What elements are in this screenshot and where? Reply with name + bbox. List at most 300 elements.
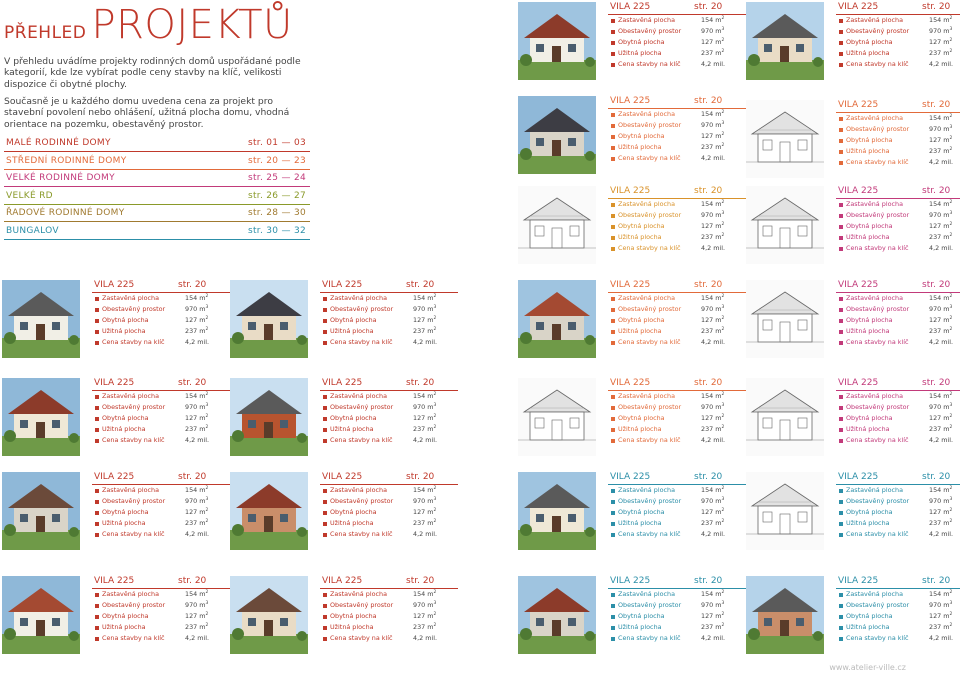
- spec-label: Užitná plocha: [618, 623, 662, 632]
- spec-label: Obestavěný prostor: [330, 601, 394, 610]
- spec-value: 237 $m^2$: [185, 519, 209, 528]
- spec-row: [608, 589, 746, 600]
- bullet-square-icon: [839, 319, 843, 323]
- spec-label: Obytná plocha: [846, 222, 893, 231]
- house-photo[interactable]: [518, 576, 596, 654]
- spec-row: [320, 435, 458, 446]
- project-card[interactable]: [2, 472, 232, 558]
- project-card[interactable]: [518, 186, 748, 272]
- spec-value: 4,2 mil.: [701, 530, 726, 539]
- house-photo[interactable]: [518, 472, 596, 550]
- bullet-square-icon: [839, 615, 843, 619]
- spec-row: [320, 507, 458, 518]
- spec-label: Obestavěný prostor: [330, 305, 394, 314]
- spec-value: 127 $m^2$: [701, 38, 725, 47]
- spec-label: Obestavěný prostor: [846, 601, 910, 610]
- spec-row: [836, 48, 960, 59]
- spec-value: 4,2 mil.: [185, 634, 210, 643]
- project-name[interactable]: VILA 225: [94, 472, 135, 482]
- bullet-square-icon: [839, 428, 843, 432]
- spec-label: Obytná plocha: [846, 508, 893, 517]
- spec-row: [92, 633, 230, 644]
- house-photo[interactable]: [746, 576, 824, 654]
- spec-row: [836, 135, 960, 146]
- house-photo[interactable]: [2, 472, 80, 550]
- bullet-square-icon: [839, 533, 843, 537]
- project-name[interactable]: VILA 225: [838, 100, 879, 110]
- spec-label: Obytná plocha: [846, 136, 893, 145]
- project-name[interactable]: VILA 225: [610, 2, 651, 12]
- spec-value: 237 $m^2$: [701, 233, 725, 242]
- bullet-square-icon: [611, 225, 615, 229]
- bullet-square-icon: [611, 439, 615, 443]
- spec-value: 970 $m^3$: [185, 497, 209, 506]
- project-card[interactable]: [746, 100, 960, 186]
- spec-label: Užitná plocha: [330, 327, 374, 336]
- toc-label: MALÉ RODINNÉ DOMY: [6, 138, 111, 148]
- spec-value: 154 $m^2$: [701, 590, 725, 598]
- spec-label: Užitná plocha: [330, 425, 374, 434]
- spec-value: 970 $m^3$: [929, 403, 953, 412]
- project-name[interactable]: VILA 225: [322, 576, 363, 586]
- project-info: [92, 378, 230, 446]
- spec-value: 4,2 mil.: [929, 244, 954, 253]
- spec-row: [320, 293, 458, 304]
- spec-label: Zastavěná plocha: [846, 16, 903, 24]
- project-info: [608, 378, 746, 446]
- project-card[interactable]: [518, 96, 748, 182]
- toc-pages: str. 28 — 30: [247, 208, 306, 218]
- spec-label: Obytná plocha: [846, 414, 893, 423]
- spec-label: Užitná plocha: [102, 623, 146, 632]
- spec-value: 127 $m^2$: [413, 414, 437, 423]
- spec-label: Cena stavby na klíč: [846, 244, 909, 253]
- project-card[interactable]: [518, 378, 748, 464]
- house-sketch-image[interactable]: [518, 186, 596, 264]
- spec-value: 127 $m^2$: [701, 222, 725, 231]
- project-header: [320, 472, 458, 485]
- bullet-square-icon: [95, 330, 99, 334]
- project-info: [836, 2, 960, 70]
- spec-row: [836, 337, 960, 348]
- house-sketch-image[interactable]: [746, 100, 824, 178]
- toc-row[interactable]: [4, 136, 310, 152]
- bullet-square-icon: [611, 341, 615, 345]
- project-info: [92, 576, 230, 644]
- spec-label: Zastavěná plocha: [330, 590, 387, 598]
- toc-row[interactable]: [4, 189, 310, 205]
- spec-label: Zastavěná plocha: [618, 110, 675, 118]
- project-name[interactable]: VILA 225: [838, 576, 879, 586]
- project-page: str. 20: [922, 2, 951, 12]
- bullet-square-icon: [95, 428, 99, 432]
- spec-value: 127 $m^2$: [929, 136, 953, 145]
- spec-value: 154 $m^2$: [701, 16, 725, 24]
- project-name[interactable]: VILA 225: [838, 472, 879, 482]
- project-card[interactable]: [518, 2, 748, 88]
- project-card[interactable]: [746, 472, 960, 558]
- spec-label: Cena stavby na klíč: [618, 634, 681, 643]
- bullet-square-icon: [611, 489, 615, 493]
- spec-label: Cena stavby na klíč: [618, 60, 681, 69]
- house-photo[interactable]: [230, 576, 308, 654]
- bullet-square-icon: [839, 500, 843, 504]
- spec-row: [92, 529, 230, 540]
- spec-label: Obestavěný prostor: [330, 497, 394, 506]
- spec-label: Zastavěná plocha: [330, 294, 387, 302]
- bullet-square-icon: [323, 297, 327, 301]
- spec-row: [608, 221, 746, 232]
- toc-divider: [4, 221, 310, 222]
- project-info: [608, 280, 746, 348]
- spec-label: Užitná plocha: [618, 327, 662, 336]
- spec-label: Obestavěný prostor: [102, 403, 166, 412]
- bullet-square-icon: [323, 406, 327, 410]
- spec-row: [608, 485, 746, 496]
- project-card[interactable]: [518, 472, 748, 558]
- bullet-square-icon: [95, 637, 99, 641]
- intro-paragraph-1: V přehledu uvádíme projekty rodinných domů uspořádané podle kategorií, kde lze vybírat podle ceny stavby na klíč, velikosti dispozice či obytné plochy.: [4, 56, 301, 90]
- bullet-square-icon: [611, 604, 615, 608]
- project-info: [608, 186, 746, 254]
- project-name[interactable]: VILA 225: [94, 280, 135, 290]
- bullet-square-icon: [839, 637, 843, 641]
- spec-value: 154 $m^2$: [929, 114, 953, 122]
- spec-value: 4,2 mil.: [701, 634, 726, 643]
- spec-label: Obestavěný prostor: [846, 403, 910, 412]
- spec-label: Zastavěná plocha: [618, 294, 675, 302]
- bullet-square-icon: [95, 626, 99, 630]
- house-sketch-image[interactable]: [746, 186, 824, 264]
- bullet-square-icon: [611, 593, 615, 597]
- spec-row: [320, 496, 458, 507]
- project-name[interactable]: VILA 225: [838, 378, 879, 388]
- project-page: str. 20: [922, 186, 951, 196]
- house-photo[interactable]: [518, 96, 596, 174]
- spec-row: [836, 124, 960, 135]
- project-header: [836, 280, 960, 293]
- spec-label: Zastavěná plocha: [618, 16, 675, 24]
- spec-row: [320, 622, 458, 633]
- bullet-square-icon: [95, 439, 99, 443]
- spec-row: [608, 611, 746, 622]
- project-page: str. 20: [406, 472, 435, 482]
- house-sketch-image[interactable]: [518, 378, 596, 456]
- project-name[interactable]: VILA 225: [322, 280, 363, 290]
- spec-row: [836, 293, 960, 304]
- spec-value: 237 $m^2$: [413, 327, 437, 336]
- project-card[interactable]: [230, 472, 460, 558]
- spec-row: [608, 59, 746, 70]
- spec-row: [92, 402, 230, 413]
- project-card[interactable]: [230, 280, 460, 366]
- spec-row: [92, 496, 230, 507]
- project-info: [836, 472, 960, 540]
- spec-value: 127 $m^2$: [413, 612, 437, 621]
- spec-row: [320, 611, 458, 622]
- spec-row: [836, 424, 960, 435]
- spec-label: Cena stavby na klíč: [102, 436, 165, 445]
- toc-label: BUNGALOV: [6, 225, 59, 236]
- spec-label: Obestavěný prostor: [618, 403, 682, 412]
- project-name[interactable]: VILA 225: [610, 96, 651, 106]
- bullet-square-icon: [323, 319, 327, 323]
- bullet-square-icon: [95, 615, 99, 619]
- spec-row: [320, 402, 458, 413]
- spec-label: Obytná plocha: [102, 414, 149, 423]
- project-card[interactable]: [2, 378, 232, 464]
- bullet-square-icon: [611, 319, 615, 323]
- spec-label: Cena stavby na klíč: [330, 530, 393, 539]
- spec-value: 127 $m^2$: [929, 508, 953, 517]
- project-page: str. 20: [178, 378, 207, 388]
- toc-divider: [4, 239, 310, 240]
- spec-value: 970 $m^3$: [413, 497, 437, 506]
- bullet-square-icon: [611, 247, 615, 251]
- spec-value: 970 $m^3$: [701, 121, 725, 130]
- bullet-square-icon: [839, 203, 843, 207]
- bullet-square-icon: [611, 417, 615, 421]
- spec-label: Cena stavby na klíč: [846, 634, 909, 643]
- spec-label: Obestavěný prostor: [846, 211, 910, 220]
- project-card[interactable]: [230, 576, 460, 662]
- bullet-square-icon: [839, 128, 843, 132]
- bullet-square-icon: [611, 236, 615, 240]
- spec-row: [320, 315, 458, 326]
- project-header: [320, 378, 458, 391]
- project-name[interactable]: VILA 225: [94, 576, 135, 586]
- spec-row: [836, 146, 960, 157]
- spec-value: 154 $m^2$: [185, 392, 209, 400]
- bullet-square-icon: [611, 533, 615, 537]
- bullet-square-icon: [839, 395, 843, 399]
- spec-row: [836, 435, 960, 446]
- house-photo[interactable]: [518, 280, 596, 358]
- spec-value: 4,2 mil.: [701, 436, 726, 445]
- project-header: [836, 2, 960, 15]
- spec-label: Zastavěná plocha: [846, 200, 903, 208]
- spec-value: 4,2 mil.: [929, 530, 954, 539]
- bullet-square-icon: [95, 341, 99, 345]
- spec-label: Zastavěná plocha: [846, 590, 903, 598]
- project-name[interactable]: VILA 225: [322, 378, 363, 388]
- spec-label: Užitná plocha: [102, 519, 146, 528]
- house-photo[interactable]: [518, 2, 596, 80]
- spec-value: 127 $m^2$: [929, 38, 953, 47]
- bullet-square-icon: [95, 406, 99, 410]
- spec-row: [608, 131, 746, 142]
- spec-value: 237 $m^2$: [413, 425, 437, 434]
- spec-label: Obestavěný prostor: [330, 403, 394, 412]
- house-photo[interactable]: [2, 280, 80, 358]
- project-info: [836, 378, 960, 446]
- project-card[interactable]: [746, 280, 960, 366]
- project-card[interactable]: [518, 280, 748, 366]
- website-url[interactable]: www.atelier-ville.cz: [829, 663, 906, 672]
- spec-row: [320, 518, 458, 529]
- bullet-square-icon: [323, 626, 327, 630]
- bullet-square-icon: [611, 157, 615, 161]
- spec-value: 154 $m^2$: [185, 294, 209, 302]
- spec-label: Zastavěná plocha: [330, 392, 387, 400]
- project-card[interactable]: [2, 280, 232, 366]
- spec-value: 127 $m^2$: [185, 316, 209, 325]
- spec-label: Obestavěný prostor: [618, 497, 682, 506]
- house-photo[interactable]: [2, 576, 80, 654]
- spec-row: [608, 315, 746, 326]
- toc-row[interactable]: [4, 206, 310, 222]
- house-sketch-image[interactable]: [746, 280, 824, 358]
- bullet-square-icon: [323, 637, 327, 641]
- spec-row: [836, 622, 960, 633]
- toc-pages: str. 20 — 23: [247, 155, 306, 166]
- bullet-square-icon: [611, 330, 615, 334]
- bullet-square-icon: [323, 511, 327, 515]
- project-name[interactable]: VILA 225: [838, 280, 879, 290]
- spec-value: 154 $m^2$: [929, 486, 953, 494]
- spec-row: [836, 529, 960, 540]
- spec-row: [836, 600, 960, 611]
- spec-value: 970 $m^3$: [413, 601, 437, 610]
- project-card[interactable]: [746, 576, 960, 662]
- spec-label: Cena stavby na klíč: [618, 244, 681, 253]
- spec-row: [836, 315, 960, 326]
- toc-label: ŘADOVÉ RODINNÉ DOMY: [6, 208, 125, 218]
- bullet-square-icon: [611, 511, 615, 515]
- spec-label: Zastavěná plocha: [102, 486, 159, 494]
- bullet-square-icon: [839, 522, 843, 526]
- house-sketch-image[interactable]: [746, 472, 824, 550]
- bullet-square-icon: [95, 297, 99, 301]
- project-info: [320, 378, 458, 446]
- spec-row: [836, 402, 960, 413]
- spec-label: Obestavěný prostor: [618, 601, 682, 610]
- spec-label: Obytná plocha: [330, 508, 377, 517]
- spec-label: Obytná plocha: [102, 612, 149, 621]
- spec-row: [92, 424, 230, 435]
- spec-row: [608, 424, 746, 435]
- project-page: str. 20: [406, 378, 435, 388]
- spec-row: [836, 611, 960, 622]
- spec-value: 127 $m^2$: [701, 612, 725, 621]
- spec-row: [836, 413, 960, 424]
- project-header: [836, 100, 960, 113]
- spec-value: 970 $m^3$: [701, 211, 725, 220]
- spec-row: [320, 529, 458, 540]
- spec-row: [608, 633, 746, 644]
- project-card[interactable]: [746, 2, 960, 88]
- toc-pages: str. 01 — 03: [247, 138, 306, 148]
- toc-row[interactable]: [4, 171, 310, 187]
- project-card[interactable]: [518, 576, 748, 662]
- spec-value: 970 $m^3$: [413, 305, 437, 314]
- project-info: [608, 96, 746, 164]
- spec-value: 127 $m^2$: [929, 316, 953, 325]
- project-page: str. 20: [694, 2, 723, 12]
- bullet-square-icon: [611, 637, 615, 641]
- project-card[interactable]: [2, 576, 232, 662]
- spec-value: 127 $m^2$: [185, 508, 209, 517]
- spec-value: 127 $m^2$: [701, 414, 725, 423]
- project-name[interactable]: VILA 225: [610, 576, 651, 586]
- project-page: str. 20: [694, 378, 723, 388]
- project-header: [608, 186, 746, 199]
- house-sketch-image[interactable]: [746, 378, 824, 456]
- bullet-square-icon: [323, 522, 327, 526]
- project-name[interactable]: VILA 225: [610, 280, 651, 290]
- project-name[interactable]: VILA 225: [610, 186, 651, 196]
- spec-label: Cena stavby na klíč: [102, 634, 165, 643]
- project-header: [320, 280, 458, 293]
- spec-row: [92, 304, 230, 315]
- spec-value: 4,2 mil.: [929, 158, 954, 167]
- project-page: str. 20: [922, 100, 951, 110]
- bullet-square-icon: [839, 604, 843, 608]
- project-name[interactable]: VILA 225: [838, 2, 879, 12]
- title-big: PROJEKTŮ: [91, 2, 293, 48]
- project-card[interactable]: [230, 378, 460, 464]
- house-photo[interactable]: [230, 378, 308, 456]
- spec-value: 127 $m^2$: [701, 316, 725, 325]
- spec-value: 154 $m^2$: [701, 392, 725, 400]
- bullet-square-icon: [611, 406, 615, 410]
- project-name[interactable]: VILA 225: [322, 472, 363, 482]
- project-card[interactable]: [746, 378, 960, 464]
- project-page: str. 20: [178, 576, 207, 586]
- toc-row[interactable]: [4, 224, 310, 240]
- spec-label: Cena stavby na klíč: [618, 436, 681, 445]
- spec-row: [320, 589, 458, 600]
- spec-label: Užitná plocha: [618, 519, 662, 528]
- house-photo[interactable]: [746, 2, 824, 80]
- project-name[interactable]: VILA 225: [838, 186, 879, 196]
- spec-row: [608, 529, 746, 540]
- spec-value: 237 $m^2$: [929, 425, 953, 434]
- project-card[interactable]: [746, 186, 960, 272]
- spec-label: Cena stavby na klíč: [846, 60, 909, 69]
- spec-row: [608, 304, 746, 315]
- bullet-square-icon: [839, 417, 843, 421]
- house-photo[interactable]: [230, 472, 308, 550]
- house-photo[interactable]: [230, 280, 308, 358]
- bullet-square-icon: [611, 626, 615, 630]
- bullet-square-icon: [611, 308, 615, 312]
- project-name[interactable]: VILA 225: [610, 472, 651, 482]
- bullet-square-icon: [611, 124, 615, 128]
- spec-row: [836, 518, 960, 529]
- bullet-square-icon: [611, 522, 615, 526]
- spec-value: 237 $m^2$: [929, 327, 953, 336]
- spec-value: 154 $m^2$: [701, 110, 725, 118]
- spec-row: [92, 600, 230, 611]
- spec-value: 237 $m^2$: [929, 49, 953, 58]
- spec-label: Cena stavby na klíč: [102, 530, 165, 539]
- spec-value: 970 $m^3$: [929, 305, 953, 314]
- bullet-square-icon: [611, 19, 615, 23]
- toc-label: VELKÉ RODINNÉ DOMY: [6, 173, 115, 183]
- bullet-square-icon: [611, 428, 615, 432]
- project-name[interactable]: VILA 225: [610, 378, 651, 388]
- spec-value: 4,2 mil.: [929, 436, 954, 445]
- toc-row[interactable]: [4, 154, 310, 170]
- spec-label: Obytná plocha: [618, 508, 665, 517]
- bullet-square-icon: [323, 341, 327, 345]
- spec-row: [320, 326, 458, 337]
- project-name[interactable]: VILA 225: [94, 378, 135, 388]
- spec-row: [92, 518, 230, 529]
- house-photo[interactable]: [2, 378, 80, 456]
- spec-label: Obestavěný prostor: [618, 211, 682, 220]
